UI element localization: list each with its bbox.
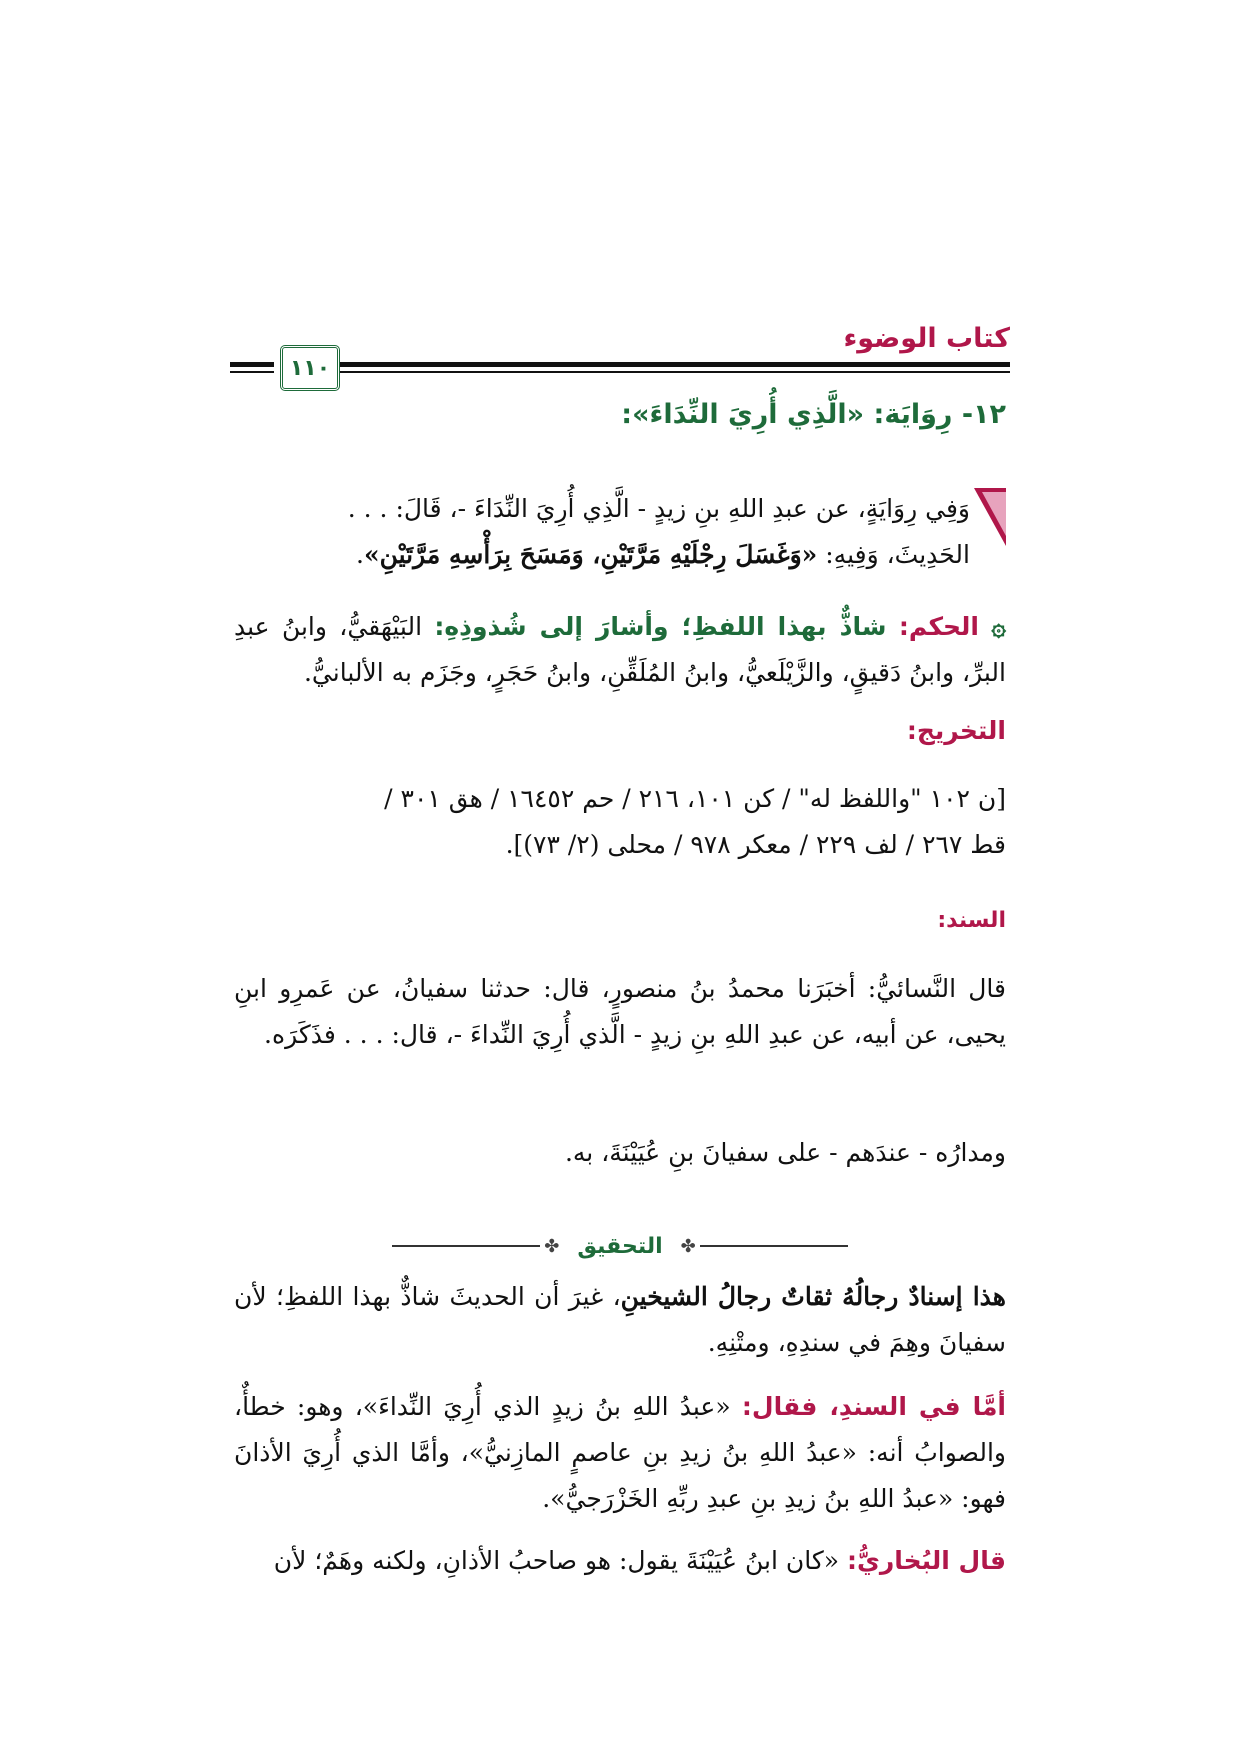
heading-title: رِوَايَة: «الَّذِي أُرِيَ النِّدَاءَ»: — [621, 399, 953, 430]
page-header — [230, 305, 1010, 385]
tahqiq-para-1-text: ، غيرَ أن الحديثَ شاذٌّ بهذا اللفظِ؛ لأن سفيانَ وهِمَ في سندِهِ، ومتْنِهِ. — [234, 1282, 1006, 1357]
tahqiq-para-2-text: «عبدُ اللهِ بنُ زيدٍ الذي أُرِيَ النِّداءَ»، وهو: خطأٌ، والصوابُ أنه: «عبدُ اللهِ بنُ زيدِ بنِ عاصمٍ المازِنيُّ»، وأمَّا الذي أُرِيَ الأذانَ فهو: «عبدُ اللهِ بنُ زيدِ بنِ عبدِ ربِّهِ الخَزْرَجيُّ». — [234, 1392, 1006, 1513]
riwaya-suffix: . — [356, 540, 364, 569]
riwaya-prefix: الحَدِيثَ، وَفِيهِ: — [817, 540, 970, 569]
tahqiq-para-1 — [234, 1274, 1006, 1366]
riwaya-text — [234, 486, 970, 578]
divider-ornament-icon: ✤ — [680, 1235, 696, 1257]
divider-ornament-icon: ✤ — [544, 1235, 560, 1257]
sanad-label-block — [234, 898, 1006, 944]
tahqiq-sanad-label: أمَّا في السندِ، فقال: — [741, 1392, 1007, 1421]
heading-number: ١٢- — [952, 399, 1006, 430]
takhrij-line-2: قط ٢٦٧ / لف ٢٢٩ / معكر ٩٧٨ / محلى (٢/ ٧٣)]. — [505, 830, 1006, 859]
divider-line-right — [700, 1245, 848, 1247]
takhrij-line-1: [ن ١٠٢ "واللفظ له" / كن ١٠١، ٢١٦ / حم ١٦٤٥٢ / هق ٣٠١ / — [384, 784, 1006, 813]
bukhari-label: قال البُخاريُّ: — [846, 1546, 1006, 1575]
sanad-paragraph — [234, 966, 1006, 1058]
madar-paragraph — [234, 1130, 1006, 1176]
tahqiq-label: التحقيق — [577, 1233, 663, 1259]
hukm-text: البَيْهَقيُّ، وابنُ عبدِ البرِّ، وابنُ دَقيقٍ، والزَّيْلَعيُّ، وابنُ المُلَقِّنِ، وابنُ حَجَرٍ، وجَزَم به الألبانيُّ. — [234, 612, 1006, 687]
page-number: ١١٠ — [289, 355, 331, 381]
header-rule-thin — [338, 371, 1010, 373]
corner-ornament-icon — [974, 488, 1006, 546]
hukm-verdict: شاذٌّ بهذا اللفظِ؛ وأشارَ إلى شُذوذِهِ: — [434, 612, 887, 641]
tahqiq-para-3 — [234, 1538, 1006, 1584]
hukm-symbol-icon: ۞ — [991, 612, 1006, 641]
tahqiq-para-3-text: «كان ابنُ عُيَيْنَةَ يقول: هو صاحبُ الأذانِ، ولكنه وهَمٌ؛ لأن — [273, 1546, 847, 1575]
hukm-paragraph — [234, 604, 1006, 696]
sanad-text: قال النَّسائيُّ: أخبَرَنا محمدُ بنُ منصورٍ، قال: حدثنا سفيانُ، عن عَمرِو ابنِ يحيى، عن أبيه، عن عبدِ اللهِ بنِ زيدٍ - الَّذي أُرِيَ النِّداءَ -، قال: . . . فذَكَرَه. — [234, 974, 1006, 1049]
madar-text: ومدارُه - عندَهم - على سفيانَ بنِ عُيَيْنَةَ، به. — [564, 1138, 1006, 1167]
sanad-label: السند: — [937, 908, 1006, 933]
hukm-label: الحكم: — [898, 612, 979, 641]
riwaya-line-1: وَفِي رِوَايَةٍ، عن عبدِ اللهِ بنِ زيدٍ - الَّذِي أُرِيَ النِّدَاءَ -، قَالَ: . . . — [347, 494, 970, 523]
header-rule-left-thin — [230, 371, 274, 373]
takhrij-refs — [234, 776, 1006, 868]
header-rule-thick — [338, 362, 1010, 367]
takhrij-label-block — [234, 708, 1006, 754]
riwaya-matn: «وَغَسَلَ رِجْلَيْهِ مَرَّتَيْنِ، وَمَسَحَ بِرَأْسِهِ مَرَّتَيْنِ» — [363, 540, 818, 569]
section-heading — [234, 392, 1006, 438]
tahqiq-isnad-ruling: هذا إسنادٌ رجالُهُ ثقاتٌ رجالُ الشيخينِ — [620, 1282, 1006, 1311]
divider-line-left — [392, 1245, 540, 1247]
riwaya-line-2 — [234, 532, 970, 578]
tahqiq-para-2 — [234, 1384, 1006, 1522]
header-rule-left-thick — [230, 362, 274, 367]
page-number-box — [280, 345, 340, 391]
book-title: كتاب الوضوء — [843, 323, 1010, 354]
tahqiq-divider — [392, 1232, 848, 1260]
takhrij-label: التخريج: — [906, 716, 1006, 745]
